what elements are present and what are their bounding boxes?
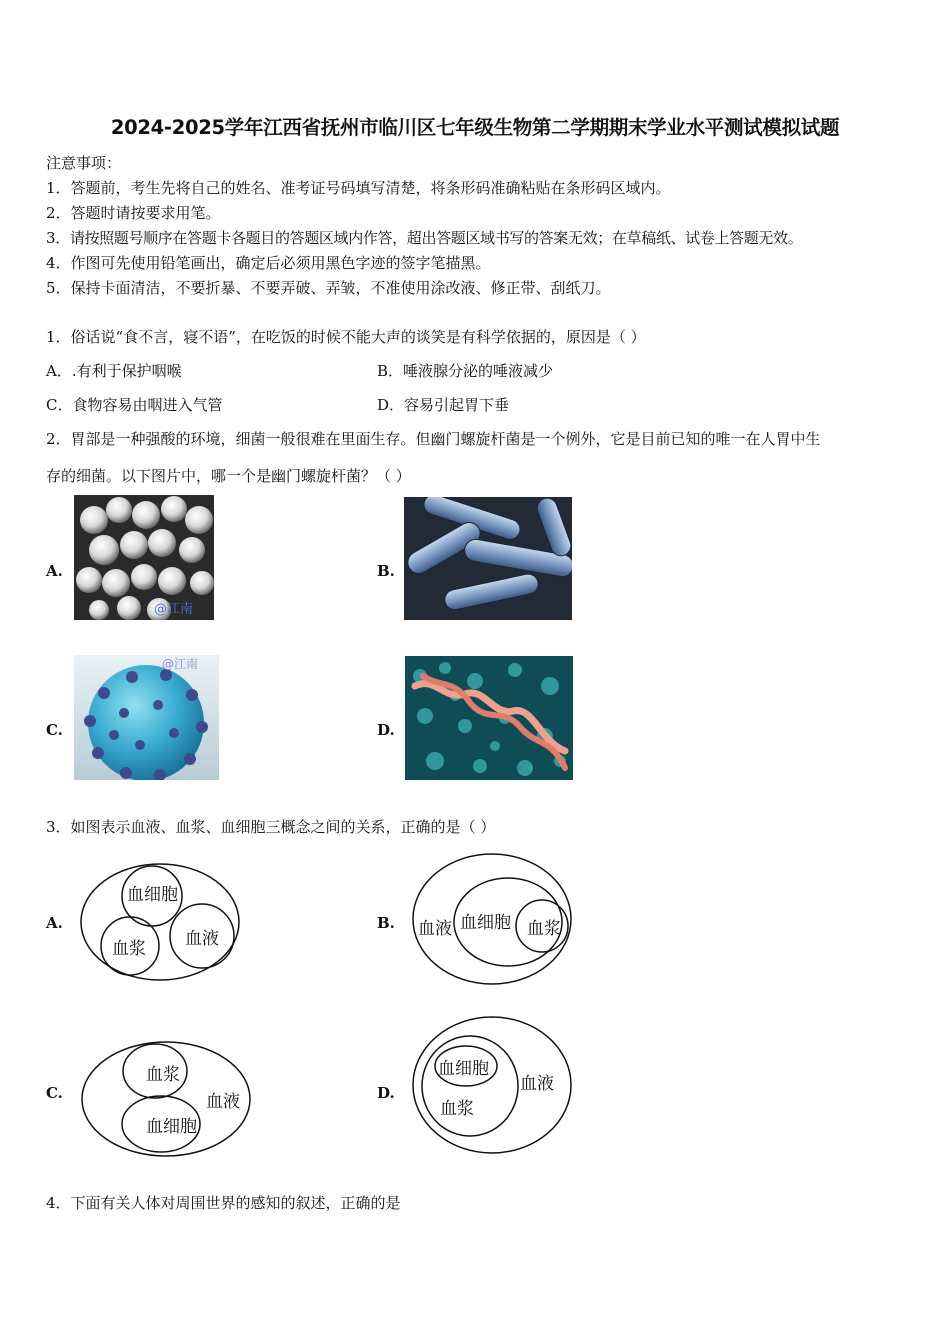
venn-d-blood-label: 血液 — [520, 1074, 554, 1094]
q2-option-d-label[interactable]: D. — [377, 721, 395, 739]
notice-item: 2．答题时请按要求用笔。 — [46, 204, 221, 222]
page-title: 2024-2025学年江西省抚州市临川区七年级生物第二学期期末学业水平测试模拟试题 — [110, 116, 840, 139]
venn-diagram-c[interactable] — [80, 1038, 256, 1160]
venn-c-cells-label: 血细胞 — [146, 1117, 197, 1137]
venn-a-plasma-label: 血浆 — [112, 939, 146, 959]
venn-diagram-b[interactable] — [410, 852, 576, 986]
question-3-stem: 3．如图表示血液、血浆、血细胞三概念之间的关系，正确的是（ ） — [46, 818, 496, 836]
venn-a-blood-label: 血液 — [185, 929, 219, 949]
notice-item: 1．答题前，考生先将自己的姓名、准考证号码填写清楚，将条形码准确粘贴在条形码区域内。 — [46, 179, 671, 197]
helicobacter-pylori-image[interactable] — [405, 656, 573, 780]
question-2-stem-line2: 存的细菌。以下图片中，哪一个是幽门螺旋杆菌？（ ） — [46, 467, 411, 485]
venn-d-cells-label: 血细胞 — [438, 1059, 489, 1079]
q2-option-c-label[interactable]: C. — [46, 721, 63, 739]
notice-item: 3．请按照题号顺序在答题卡各题目的答题区域内作答，超出答题区域书写的答案无效；在草稿纸、试卷上答题无效。 — [46, 229, 803, 247]
venn-c-blood-label: 血液 — [206, 1092, 240, 1112]
q2-option-a-label[interactable]: A. — [46, 562, 63, 580]
virus-image[interactable] — [74, 655, 219, 780]
venn-b-plasma-label: 血浆 — [527, 919, 561, 939]
q3-option-d-label[interactable]: D. — [377, 1084, 395, 1102]
rod-bacteria-image[interactable] — [404, 497, 572, 620]
venn-b-cells-label: 血细胞 — [460, 913, 511, 933]
venn-diagram-d[interactable] — [410, 1014, 576, 1156]
question-4-stem: 4．下面有关人体对周围世界的感知的叙述，正确的是 — [46, 1194, 401, 1212]
notice-item: 4．作图可先使用铅笔画出，确定后必须用黑色字迹的签字笔描黑。 — [46, 254, 491, 272]
watermark-text: @江南 — [154, 602, 194, 617]
venn-c-plasma-label: 血浆 — [146, 1065, 180, 1085]
q1-option-d[interactable]: D．容易引起胃下垂 — [377, 396, 510, 414]
venn-a-cells-label: 血细胞 — [127, 885, 178, 905]
question-1-stem: 1．俗话说“食不言，寝不语”，在吃饭的时候不能大声的谈笑是有科学依据的，原因是（ ） — [46, 328, 646, 346]
q3-option-b-label[interactable]: B. — [377, 914, 395, 932]
notice-item: 5．保持卡面清洁，不要折暴、不要弄破、弄皱，不准使用涂改液、修正带、刮纸刀。 — [46, 279, 611, 297]
q1-option-c[interactable]: C．食物容易由咽进入气管 — [46, 396, 223, 414]
watermark-text: @江南 — [162, 657, 199, 671]
venn-d-plasma-label: 血浆 — [440, 1099, 474, 1119]
q3-option-c-label[interactable]: C. — [46, 1084, 63, 1102]
cocci-bacteria-image[interactable] — [74, 495, 214, 620]
question-2-stem-line1: 2．胃部是一种强酸的环境，细菌一般很难在里面生存。但幽门螺旋杆菌是一个例外，它是目前已知的唯一在人胃中生 — [46, 430, 821, 448]
q1-option-a[interactable]: A．.有利于保护咽喉 — [46, 362, 182, 380]
q2-option-b-label[interactable]: B. — [377, 562, 395, 580]
venn-diagram-a[interactable] — [78, 862, 244, 984]
notice-header: 注意事项： — [46, 154, 122, 172]
q3-option-a-label[interactable]: A. — [46, 914, 63, 932]
venn-b-blood-label: 血液 — [418, 919, 452, 939]
q1-option-b[interactable]: B．唾液腺分泌的唾液减少 — [377, 362, 554, 380]
